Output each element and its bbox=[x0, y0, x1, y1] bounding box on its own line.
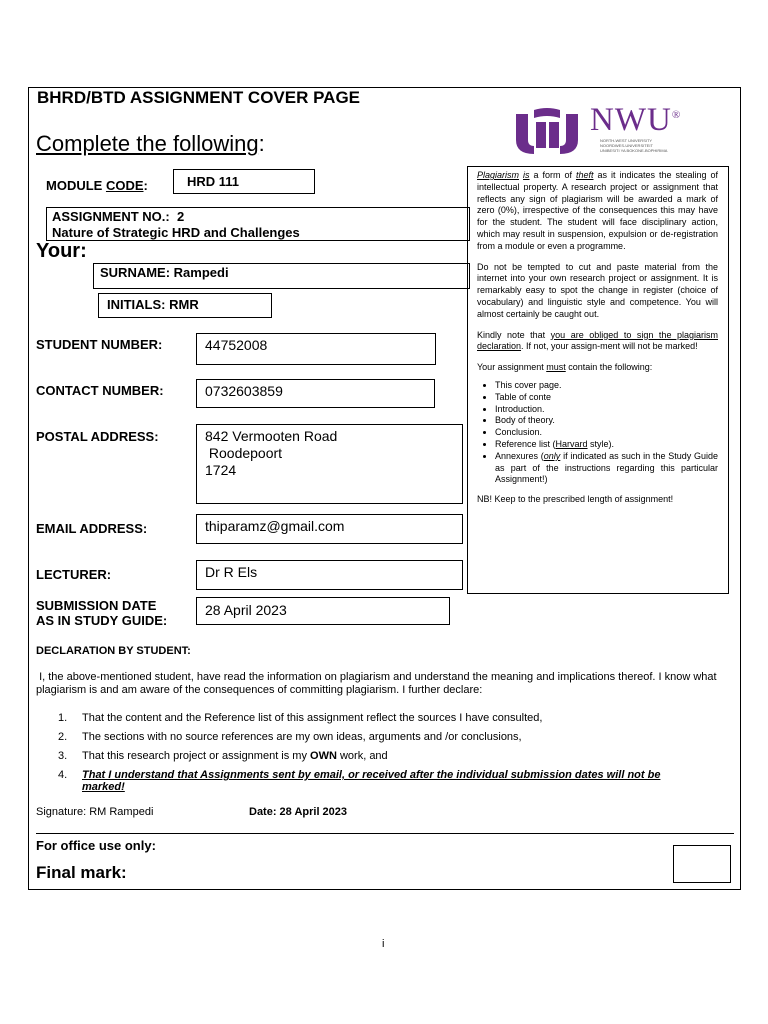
initials-value: INITIALS: RMR bbox=[107, 297, 199, 312]
office-divider bbox=[36, 833, 734, 834]
item-text: That the content and the Reference list of this assignment reflect the sources I have consulted, bbox=[82, 712, 543, 724]
plagiarism-info-box bbox=[467, 166, 729, 594]
declaration-intro: I, the above-mentioned student, have read the information on plagiarism and understand the meaning and implications thereof. I know what plagiarism is and am aware of the consequences of committing plagiarism. I further declare: bbox=[36, 671, 720, 696]
email-value: thiparamz@gmail.com bbox=[205, 518, 345, 534]
plagiarism-paragraph-3 bbox=[477, 330, 718, 354]
module-code-value: HRD 111 bbox=[187, 174, 240, 189]
final-mark-box[interactable] bbox=[673, 845, 731, 883]
list-item bbox=[495, 451, 718, 486]
p1-connector: a form of bbox=[529, 170, 576, 180]
theft-word: theft bbox=[575, 170, 594, 180]
declaration-item-2 bbox=[58, 731, 708, 750]
student-number-value: 44752008 bbox=[205, 337, 268, 353]
postal-address-label: POSTAL ADDRESS: bbox=[36, 429, 159, 444]
item-number: 3. bbox=[58, 750, 68, 762]
item-text: The sections with no source references are my own ideas, arguments and /or conclusions, bbox=[82, 731, 522, 743]
student-number-box[interactable] bbox=[196, 333, 436, 365]
email-box[interactable] bbox=[196, 514, 463, 544]
nwu-logo-text bbox=[590, 102, 681, 139]
surname-box[interactable] bbox=[93, 263, 470, 289]
your-label: Your: bbox=[36, 240, 87, 262]
initials-box[interactable] bbox=[98, 293, 272, 318]
assignment-title: Nature of Strategic HRD and Challenges bbox=[52, 225, 300, 240]
logo-sub-2: NOORDWES-UNIVERSITEIT bbox=[600, 143, 653, 148]
item-text: That I understand that Assignments sent by email, or received after the individual submission dates will not be marked! bbox=[82, 769, 661, 793]
module-code-label bbox=[46, 178, 148, 193]
submission-label-line-2: AS IN STUDY GUIDE: bbox=[36, 613, 168, 628]
complete-heading-colon: : bbox=[258, 131, 265, 156]
ref-start: Reference list ( bbox=[495, 438, 556, 449]
student-number-label: STUDENT NUMBER: bbox=[36, 337, 163, 352]
complete-heading bbox=[36, 131, 265, 157]
lecturer-box[interactable] bbox=[196, 560, 463, 590]
plagiarism-paragraph-1 bbox=[477, 170, 718, 253]
item-number: 1. bbox=[58, 712, 68, 724]
item-text bbox=[82, 750, 708, 762]
module-code-box[interactable] bbox=[173, 169, 315, 194]
assignment-number: ASSIGNMENT NO.: 2 bbox=[52, 209, 185, 224]
list-item: • Introduction. bbox=[495, 404, 718, 416]
list-item: • Table of conte bbox=[495, 392, 718, 404]
submission-date-label bbox=[36, 598, 167, 628]
p4-end: contain the following: bbox=[565, 362, 653, 373]
submission-label-line-1: SUBMISSION DATE bbox=[36, 598, 157, 613]
item3-own: OWN bbox=[310, 750, 337, 762]
declaration-list bbox=[58, 712, 708, 793]
surname-value: SURNAME: Rampedi bbox=[100, 265, 229, 280]
list-item bbox=[495, 439, 718, 451]
is-word: is bbox=[523, 170, 530, 180]
contact-number-label: CONTACT NUMBER: bbox=[36, 383, 164, 398]
nwu-logo-subtext bbox=[600, 138, 667, 153]
nb-note: NB! Keep to the prescribed length of assignment! bbox=[477, 494, 674, 505]
requirements-list bbox=[477, 380, 718, 486]
logo-sub-1: NORTH-WEST UNIVERSITY bbox=[600, 138, 653, 143]
p4-start: Your assignment bbox=[477, 362, 547, 373]
list-item: • This cover page. bbox=[495, 380, 718, 392]
item-number: 4. bbox=[58, 769, 68, 781]
office-use-label: For office use only: bbox=[36, 838, 156, 853]
logo-sub-3: UNIBESITI YA BOKONE-BOPHIRIMA bbox=[600, 148, 668, 153]
postal-line-3: 1724 bbox=[205, 462, 237, 478]
plagiarism-word: Plagiarism bbox=[477, 170, 520, 180]
ann-end: if indicated as such in the Study Guide as part of the instructions regarding this particular Assignment!) bbox=[495, 450, 719, 485]
declaration-item-3 bbox=[58, 750, 708, 769]
item3-end: work, and bbox=[336, 750, 388, 762]
assignment-box[interactable] bbox=[46, 207, 470, 241]
declaration-item-4 bbox=[58, 769, 708, 793]
registered-mark: ® bbox=[671, 109, 682, 121]
contact-number-box[interactable] bbox=[196, 379, 435, 408]
email-label: EMAIL ADDRESS: bbox=[36, 521, 148, 536]
module-label-code: CODE bbox=[105, 178, 144, 193]
submission-date-value: 28 April 2023 bbox=[205, 602, 287, 618]
p3-obliged: you are obliged to sign the plagiarism declaration bbox=[477, 329, 719, 352]
page-number: i bbox=[382, 938, 385, 950]
postal-line-1: 842 Vermooten Road bbox=[205, 428, 338, 444]
submission-date-box[interactable] bbox=[196, 597, 450, 625]
ref-harvard: Harvard bbox=[555, 438, 588, 449]
complete-heading-text: Complete the following bbox=[36, 131, 259, 156]
p4-must: must bbox=[546, 362, 566, 373]
nwu-logo-letters: NWU bbox=[590, 102, 672, 138]
page-title: BHRD/BTD ASSIGNMENT COVER PAGE bbox=[37, 88, 361, 107]
final-mark-label: Final mark: bbox=[36, 863, 127, 882]
postal-address-box[interactable] bbox=[196, 424, 463, 504]
ann-only: only bbox=[543, 450, 561, 461]
contact-number-value: 0732603859 bbox=[205, 383, 283, 399]
list-item: • Body of theory. bbox=[495, 415, 718, 427]
plagiarism-paragraph-2: Do not be tempted to cut and paste material from the internet into your own research project or assignment. It is remarkably easy to spot the change in register (choice of vocabulary) and linguistic style and competence. You will almost certainly be caught out. bbox=[477, 261, 718, 319]
signature-date: Date: 28 April 2023 bbox=[249, 806, 348, 818]
p3-end: . If not, your assign-ment will not be marked! bbox=[521, 341, 698, 352]
module-label-colon: : bbox=[143, 178, 148, 193]
signature: Signature: RM Rampedi bbox=[36, 806, 154, 818]
p3-start: Kindly note that bbox=[477, 329, 551, 340]
nwu-emblem-icon bbox=[512, 104, 582, 156]
nwu-logo bbox=[512, 104, 717, 158]
ref-end: style). bbox=[587, 438, 615, 449]
p1-body: as it indicates the stealing of intellectual property. A research project or assignment that reflects any sign of plagiarism will be awarded a mark of zero (0%), irrespective of the consequences this may have for the student. The student will face disciplinary action, which may result in suspension, expulsion or de-registration from a module or even a programme. bbox=[477, 170, 718, 251]
plagiarism-paragraph-4 bbox=[477, 362, 718, 374]
item3-start: That this research project or assignment is my bbox=[82, 750, 311, 762]
postal-line-2: Roodepoort bbox=[205, 445, 283, 461]
declaration-heading: DECLARATION BY STUDENT: bbox=[36, 645, 191, 657]
declaration-item-1 bbox=[58, 712, 708, 731]
lecturer-label: LECTURER: bbox=[36, 567, 112, 582]
ann-start: Annexures ( bbox=[495, 450, 544, 461]
item-number: 2. bbox=[58, 731, 68, 743]
lecturer-value: Dr R Els bbox=[205, 564, 258, 580]
module-label-text: MODULE bbox=[46, 178, 106, 193]
list-item: • Conclusion. bbox=[495, 427, 718, 439]
